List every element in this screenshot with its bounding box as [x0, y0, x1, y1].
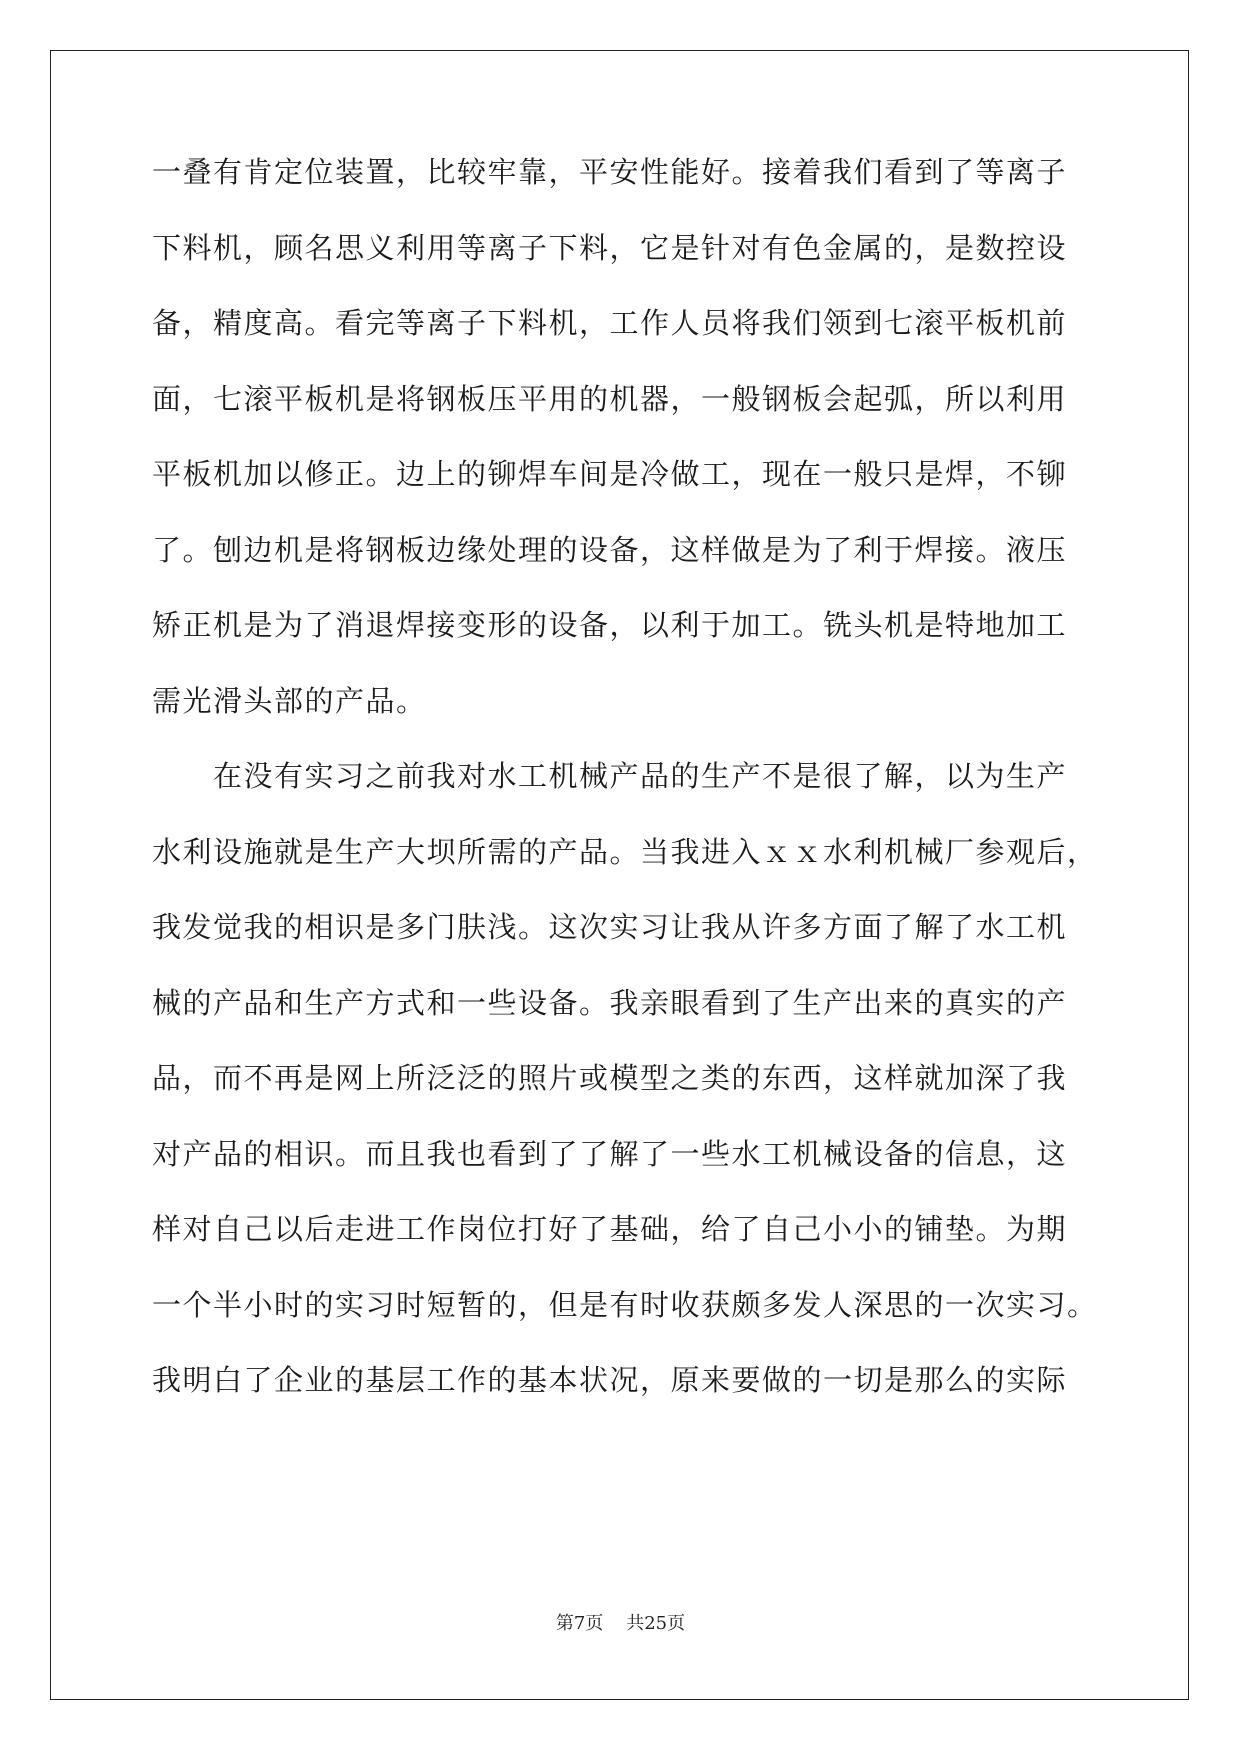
body-line: 我发觉我的相识是多门肤浅。这次实习让我从许多方面了解了水工机 [152, 910, 1068, 944]
body-line: 械的产品和生产方式和一些设备。我亲眼看到了生产出来的真实的产 [152, 986, 1068, 1020]
page-number: 第7页 [555, 1613, 604, 1634]
body-line: 我明白了企业的基层工作的基本状况，原来要做的一切是那么的实际 [152, 1363, 1068, 1397]
page-total: 共25页 [626, 1613, 686, 1634]
body-line: 面，七滚平板机是将钢板压平用的机器，一般钢板会起弧，所以利用 [152, 382, 1068, 416]
body-line: 需光滑头部的产品。 [152, 684, 427, 718]
body-line: 矫正机是为了消退焊接变形的设备，以利于加工。铣头机是特地加工 [152, 608, 1068, 642]
body-line: 在没有实习之前我对水工机械产品的生产不是很了解，以为生产 [152, 759, 1068, 793]
page-border [50, 50, 1189, 1700]
body-line: 水利设施就是生产大坝所需的产品。当我进入ｘｘ水利机械厂参观后， [152, 835, 1098, 869]
body-line: 平板机加以修正。边上的铆焊车间是冷做工，现在一般只是焊，不铆 [152, 457, 1068, 491]
body-line: 备，精度高。看完等离子下料机，工作人员将我们领到七滚平板机前 [152, 306, 1068, 340]
body-line: 品，而不再是网上所泛泛的照片或模型之类的东西，这样就加深了我 [152, 1061, 1068, 1095]
body-line: 一个半小时的实习时短暂的，但是有时收获颇多发人深思的一次实习。 [152, 1288, 1098, 1322]
body-line: 下料机，顾名思义利用等离子下料，它是针对有色金属的，是数控设 [152, 231, 1068, 265]
page-footer [0, 1612, 1241, 1636]
body-line: 对产品的相识。而且我也看到了了解了一些水工机械设备的信息，这 [152, 1137, 1068, 1171]
body-line: 了。刨边机是将钢板边缘处理的设备，这样做是为了利于焊接。液压 [152, 533, 1068, 567]
body-line: 一叠有肯定位装置，比较牢靠，平安性能好。接着我们看到了等离子 [152, 155, 1068, 189]
body-line: 样对自己以后走进工作岗位打好了基础，给了自己小小的铺垫。为期 [152, 1212, 1068, 1246]
